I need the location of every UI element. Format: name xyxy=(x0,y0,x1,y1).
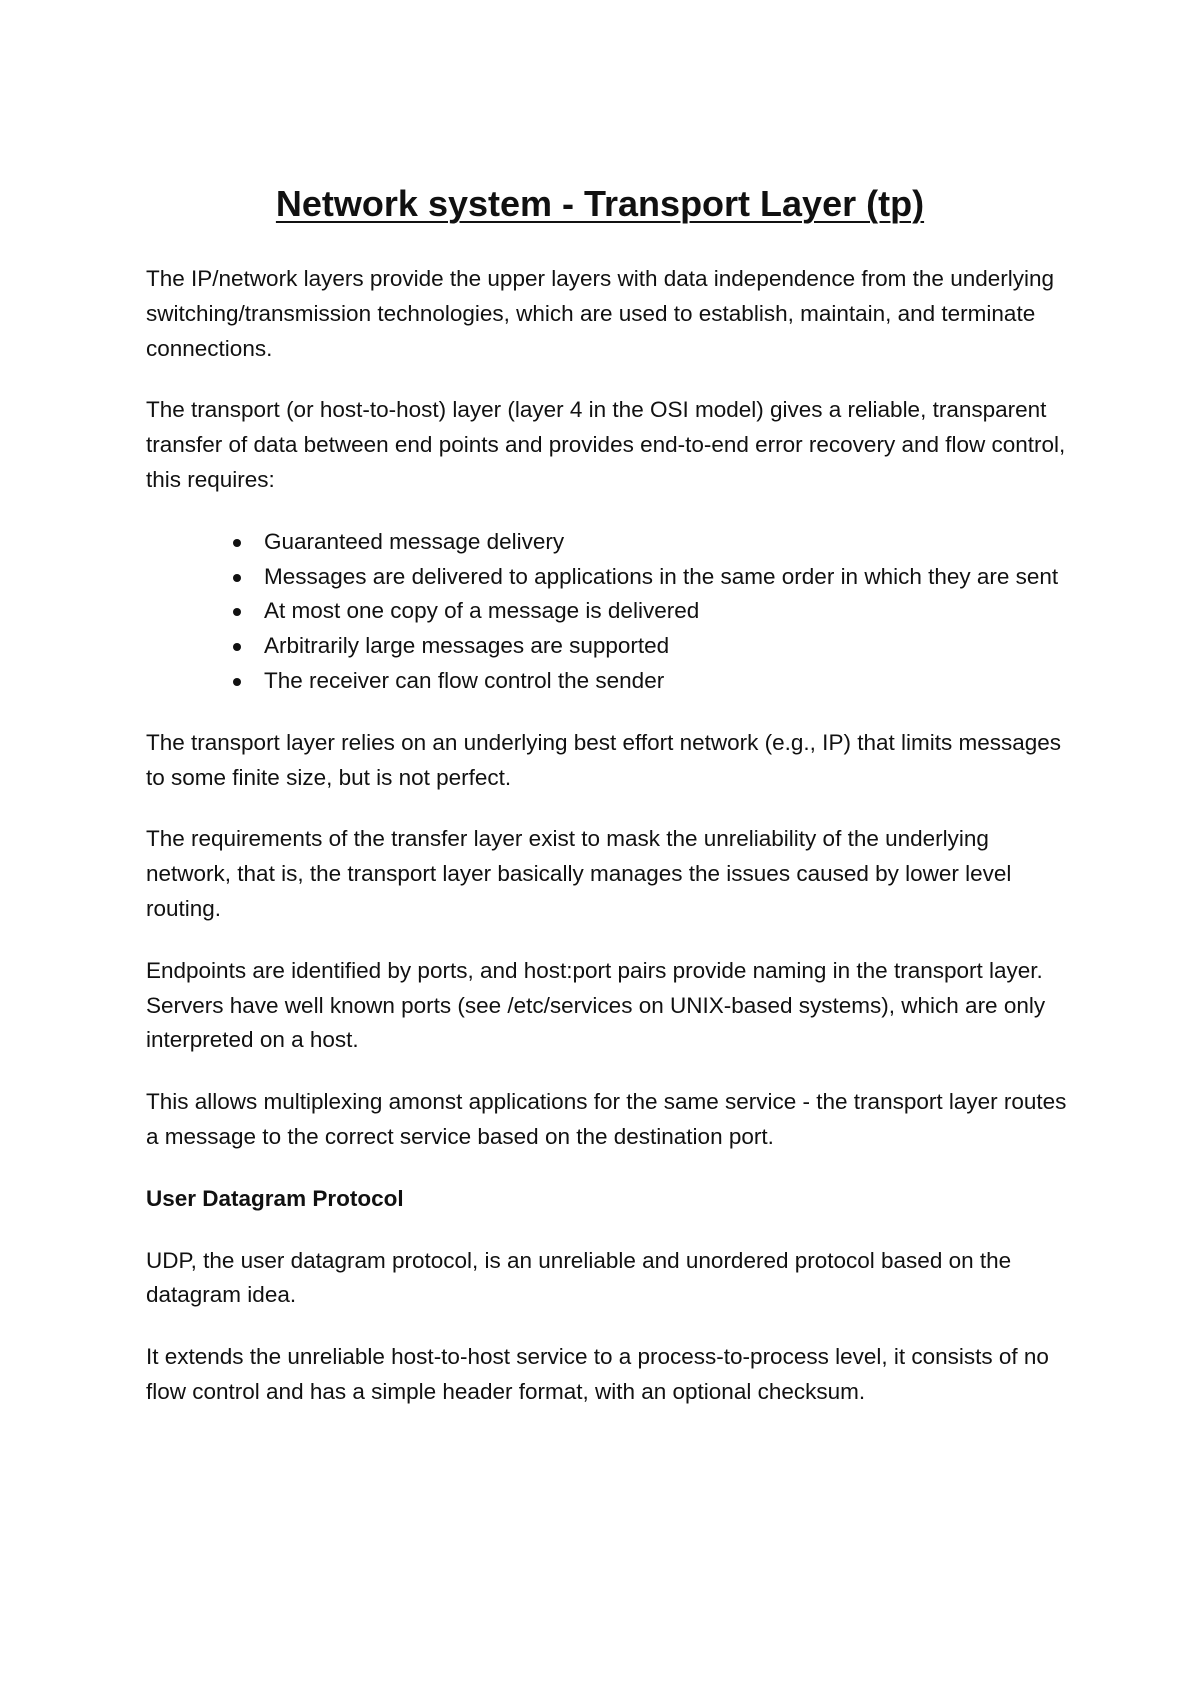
bullet-icon xyxy=(233,539,241,547)
list-item-text: Messages are delivered to applications in the same order in which they are sent xyxy=(264,563,1059,589)
paragraph-ip-layers: The IP/network layers provide the upper layers with data independence from the underlying switching/transmission technologies, which are used to establish, maintain, and terminate connections. xyxy=(146,266,1055,361)
list-item-text: Arbitrarily large messages are supported xyxy=(264,633,670,659)
paragraph-transport-layer: The transport (or host-to-host) layer (layer 4 in the OSI model) gives a reliable, transparent transfer of data between end points and provides end-to-end error recovery and flow control, this requires: xyxy=(146,397,1066,492)
bullet-icon xyxy=(233,643,241,651)
list-item-text: Guaranteed message delivery xyxy=(264,528,565,554)
paragraph-udp-extension: It extends the unreliable host-to-host service to a process-to-process level, it consists of no flow control and has a simple header format, with an optional checksum. xyxy=(146,1344,1049,1404)
list-item xyxy=(264,594,1076,629)
list-item-text: The receiver can flow control the sender xyxy=(264,667,665,693)
list-item xyxy=(264,560,1076,595)
bullet-icon xyxy=(233,608,241,616)
paragraph-udp-definition: UDP, the user datagram protocol, is an unreliable and unordered protocol based on the datagram idea. xyxy=(146,1247,1012,1308)
paragraph-endpoints: Endpoints are identified by ports, and host:port pairs provide naming in the transport layer. Servers have well known ports (see /etc/services on UNIX-based systems), which are only interpreted on a host. xyxy=(146,957,1046,1053)
document-title: Network system - Transport Layer (tp) xyxy=(275,183,925,224)
requirements-list xyxy=(146,525,1076,699)
list-item xyxy=(264,525,1076,560)
list-item xyxy=(264,664,1076,699)
paragraph-best-effort: The transport layer relies on an underlying best effort network (e.g., IP) that limits messages to some finite size, but is not perfect. xyxy=(146,729,1062,790)
bullet-icon xyxy=(233,678,241,686)
section-heading-udp: User Datagram Protocol xyxy=(146,1185,404,1211)
bullet-icon xyxy=(233,574,241,582)
paragraph-multiplexing: This allows multiplexing amonst applications for the same service - the transport layer routes a message to the correct service based on the destination port. xyxy=(146,1089,1067,1149)
list-item-text: At most one copy of a message is delivered xyxy=(264,598,700,624)
list-item xyxy=(264,629,1076,664)
document-body xyxy=(146,262,1076,1437)
paragraph-requirements: The requirements of the transfer layer exist to mask the unreliability of the underlying network, that is, the transport layer basically manages the issues caused by lower level routing. xyxy=(146,826,1012,921)
